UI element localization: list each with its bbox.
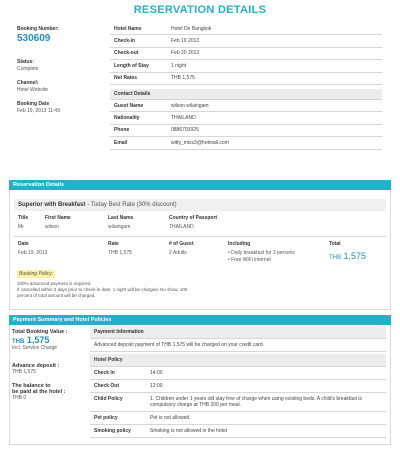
stay-guests-header: # of Guest bbox=[169, 241, 194, 247]
hotel-policy-heading: Hotel Policy bbox=[90, 354, 386, 367]
divider bbox=[14, 236, 386, 237]
row-label: Phone bbox=[114, 127, 130, 134]
booking-date-label: Booking Date bbox=[17, 101, 50, 107]
including-item: • Daily breakfast for 2 persons bbox=[228, 250, 295, 256]
policy-row bbox=[90, 380, 386, 393]
row-label: Hotel Name bbox=[114, 25, 142, 32]
status-block bbox=[17, 59, 38, 72]
contact-row bbox=[110, 112, 382, 124]
contact-row bbox=[110, 125, 382, 137]
booking-policy-text bbox=[17, 281, 217, 299]
reservation-details-bar: Reservation Details bbox=[9, 180, 391, 190]
balance-label: be paid at the hotel : bbox=[12, 389, 66, 395]
booking-number-label: Booking Number: bbox=[17, 26, 59, 32]
total-booking-label: Total Booking Value : bbox=[12, 329, 68, 335]
policy-value: 1. Children under 1 years old stay free of charge when using existing beds. A child's breakfast is compulsory charge at THB 200 per meal. bbox=[150, 396, 362, 408]
channel-label: Channel: bbox=[17, 80, 39, 86]
row-value: Feb 19 2013 bbox=[171, 38, 200, 45]
balance-block bbox=[12, 383, 65, 401]
row-value: wilson wilaingam bbox=[171, 102, 209, 109]
row-label: Net Rates bbox=[114, 75, 138, 82]
stay-rate-header: Rate bbox=[108, 241, 119, 247]
stay-total-col bbox=[329, 241, 366, 261]
stay-including-col bbox=[228, 241, 295, 263]
payment-info-table bbox=[90, 326, 386, 438]
policy-label: Check Out bbox=[94, 383, 120, 389]
row-label: Nationality bbox=[114, 115, 140, 122]
guest-last-col bbox=[108, 215, 133, 230]
policy-value: Smoking is not allowed in the hotel bbox=[150, 428, 227, 434]
row-label: Check-out bbox=[114, 50, 139, 57]
policy-line: If cancelled within 3 days prior to check-in date, 1 night will be charged. No show, 100 bbox=[17, 287, 188, 292]
row-label: Length of Stay bbox=[114, 62, 149, 69]
policy-value: 14:00 bbox=[150, 370, 163, 376]
policy-label: Child Policy bbox=[94, 396, 123, 402]
total-value: 1,575 bbox=[343, 251, 367, 261]
stay-date-header: Date bbox=[18, 241, 29, 247]
policy-label: Check In bbox=[94, 370, 115, 376]
policy-label: Pet policy bbox=[94, 415, 118, 421]
guest-last-header: Last Name bbox=[108, 215, 134, 221]
row-value: 1 night bbox=[171, 62, 187, 69]
advance-deposit-label: Advance deposit : bbox=[12, 363, 60, 369]
policy-line: percent of total amount will be charged. bbox=[17, 293, 96, 298]
payment-info-text: Advanced deposit payment of THB 1,575 will be charged on your credit card. bbox=[90, 339, 386, 352]
booking-date-value: Feb 19, 2013 11:49 bbox=[17, 108, 60, 114]
row-label: Check-in bbox=[114, 38, 136, 45]
booking-date-block bbox=[17, 101, 60, 114]
total-booking-block bbox=[12, 329, 68, 351]
contact-details-heading: Contact Details bbox=[110, 89, 382, 100]
row-label: Guest Name bbox=[114, 102, 144, 109]
guest-first-col bbox=[45, 215, 71, 230]
channel-value: Hotel Website bbox=[17, 87, 49, 93]
total-currency: THB bbox=[329, 255, 341, 261]
advance-deposit-value: THB 1,575 bbox=[12, 369, 36, 375]
policy-value: 12:00 bbox=[150, 383, 163, 389]
guest-country-header: Country of Passport bbox=[169, 215, 218, 221]
channel-block bbox=[17, 80, 48, 93]
balance-value: THB 0 bbox=[12, 395, 27, 401]
stay-guests-value: 2 Adults bbox=[169, 250, 187, 256]
policy-line: 100% advanced payment is required. bbox=[17, 281, 92, 286]
payment-summary-bar: Payment Summary and Hotel Policies bbox=[9, 315, 391, 325]
stay-total-header: Total bbox=[329, 241, 341, 247]
payment-info-heading: Payment Information bbox=[90, 326, 386, 339]
guest-country-value: THAILAND bbox=[169, 224, 194, 230]
row-value: 0886793925 bbox=[171, 127, 199, 134]
row-value[interactable]: witty_mixs3@hotmail.com bbox=[171, 139, 229, 146]
hotel-row bbox=[110, 73, 382, 85]
policy-row bbox=[90, 412, 386, 425]
total-booking-amount bbox=[12, 335, 68, 345]
policy-row bbox=[90, 425, 386, 438]
guest-first-header: First Name bbox=[45, 215, 71, 221]
advance-deposit-block bbox=[12, 363, 59, 375]
contact-row bbox=[110, 137, 382, 149]
guest-title-col bbox=[18, 215, 28, 230]
row-value: Hotel De Bangkok bbox=[171, 25, 212, 32]
hotel-row bbox=[110, 60, 382, 72]
guest-first-value: wilson bbox=[45, 224, 59, 230]
page-title: RESERVATION DETAILS bbox=[133, 4, 267, 16]
row-label: Email bbox=[114, 139, 128, 146]
policy-row bbox=[90, 367, 386, 380]
guest-title-value: Mr bbox=[18, 224, 24, 230]
stay-rate-col bbox=[108, 241, 132, 256]
row-value: THAILAND bbox=[171, 115, 196, 122]
hotel-row bbox=[110, 48, 382, 60]
hotel-details-table bbox=[110, 23, 382, 150]
hotel-row bbox=[110, 35, 382, 47]
row-value: Feb 20 2013 bbox=[171, 50, 200, 57]
including-item: • Free WiFi internet bbox=[228, 257, 271, 263]
stay-rate-value: THB 1,575 bbox=[108, 250, 132, 256]
stay-total-amount bbox=[329, 251, 366, 261]
booking-number-block bbox=[17, 26, 59, 44]
status-label: Status: bbox=[17, 59, 34, 65]
row-value: THB 1,575 bbox=[171, 75, 195, 82]
status-value: Complete bbox=[17, 66, 39, 72]
contact-row bbox=[110, 100, 382, 112]
guest-last-value: wilaingam bbox=[108, 224, 131, 230]
stay-date-value: Feb 19, 2013 bbox=[18, 250, 48, 256]
guest-title-header: Title bbox=[18, 215, 29, 221]
hotel-row bbox=[110, 23, 382, 35]
booking-policy-tag: Booking Policy: bbox=[19, 271, 54, 277]
stay-including-header: Including bbox=[228, 241, 251, 247]
guest-country-col bbox=[169, 215, 217, 230]
stay-guests-col bbox=[169, 241, 193, 256]
room-name: Superior with Breakfast bbox=[18, 202, 86, 208]
stay-date-col bbox=[18, 241, 47, 256]
total-value: 1,575 bbox=[26, 335, 50, 345]
room-rate-note: - Today Best Rate (30% discount) bbox=[87, 202, 177, 208]
balance-label: The balance to bbox=[12, 383, 51, 389]
room-heading bbox=[14, 199, 386, 211]
total-note: Incl. Service Charge bbox=[12, 345, 58, 351]
policy-value: Pet is not allowed. bbox=[150, 415, 191, 421]
policy-label: Smoking policy bbox=[94, 428, 131, 434]
booking-number: 530609 bbox=[17, 33, 51, 44]
policy-row bbox=[90, 393, 386, 412]
total-currency: THB bbox=[12, 339, 25, 345]
